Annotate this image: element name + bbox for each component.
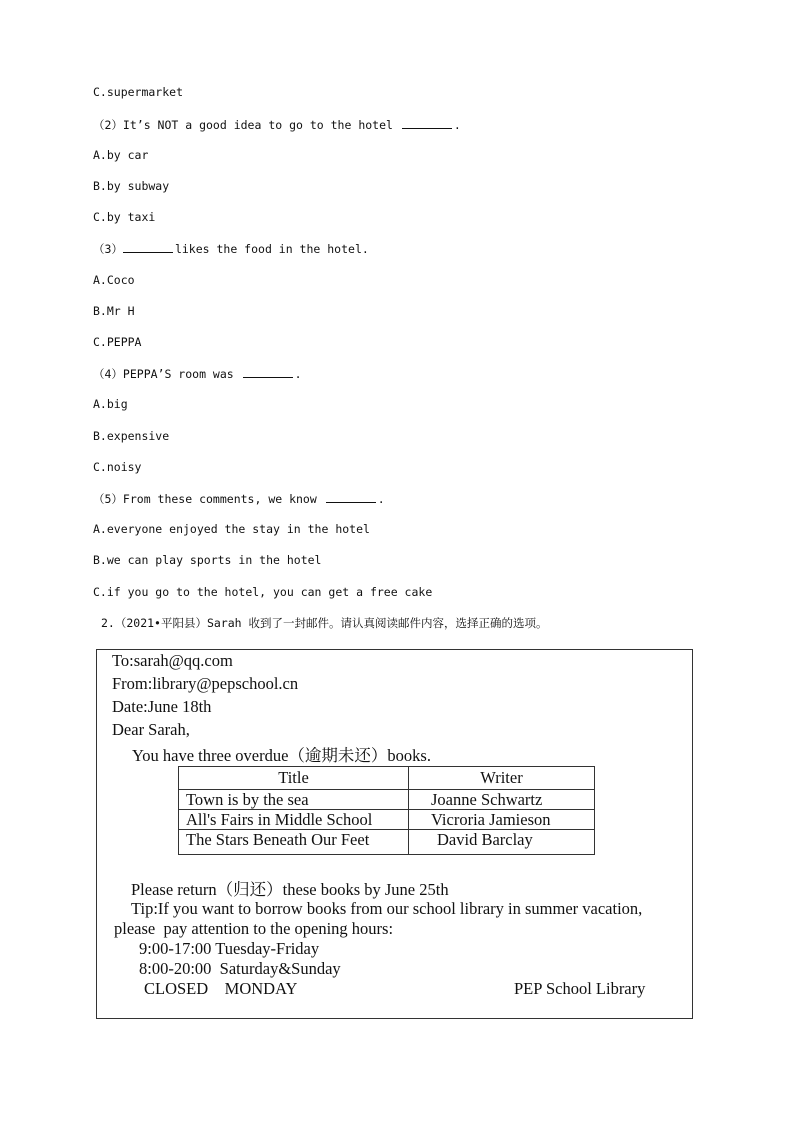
q3-answer-blank [123, 241, 173, 253]
q5-prefix: （5）From these comments, we know [93, 492, 324, 506]
q3-option-a: A.Coco [93, 273, 135, 287]
column-header-writer: Writer [409, 767, 595, 790]
q5-answer-blank [326, 491, 376, 503]
email-tip-line-1: Tip:If you want to borrow books from our school library in summer vacation, [131, 899, 643, 918]
email-return-note: Please return（归还）these books by June 25th [131, 880, 449, 899]
email-closed-day: CLOSED MONDAY [144, 979, 298, 998]
email-signature: PEP School Library [514, 979, 646, 998]
question-2-heading: 2.（2021•平阳县）Sarah 收到了一封邮件。请认真阅读邮件内容，选择正确的选项。 [101, 616, 548, 630]
table-header-row [179, 767, 595, 790]
table-row [179, 830, 595, 855]
email-overdue-line: You have three overdue（逾期未还）books. [132, 746, 431, 765]
q2-answer-blank [402, 117, 452, 129]
book-title: All's Fairs in Middle School [179, 810, 409, 830]
q2-prefix: （2）It’s NOT a good idea to go to the hotel [93, 118, 400, 132]
book-title: The Stars Beneath Our Feet [179, 830, 409, 855]
column-header-title: Title [179, 767, 409, 790]
email-hours-weekday: 9:00-17:00 Tuesday-Friday [139, 939, 320, 958]
q4-answer-blank [243, 366, 293, 378]
table-row [179, 810, 595, 830]
book-writer: David Barclay [409, 830, 595, 855]
question-2 [93, 117, 461, 133]
email-greeting: Dear Sarah, [112, 720, 190, 739]
email-to: To:sarah@qq.com [112, 651, 233, 670]
q5-option-a: A.everyone enjoyed the stay in the hotel [93, 522, 370, 536]
q1-option-c: C.supermarket [93, 85, 184, 99]
q4-option-c: C.noisy [93, 460, 142, 474]
email-tip-line-2: please pay attention to the opening hours: [114, 919, 394, 938]
q4-option-a: A.big [93, 397, 128, 411]
book-writer: Joanne Schwartz [409, 790, 595, 810]
q3-option-c: C.PEPPA [93, 335, 142, 349]
q2-suffix: . [453, 118, 461, 132]
book-title: Town is by the sea [179, 790, 409, 810]
question-5 [93, 491, 385, 507]
question-4 [93, 366, 302, 382]
book-writer: Vicroria Jamieson [409, 810, 595, 830]
q2-option-b: B.by subway [93, 179, 170, 193]
email-hours-weekend: 8:00-20:00 Saturday&Sunday [139, 959, 341, 978]
email-date: Date:June 18th [112, 697, 212, 716]
q4-prefix: （4）PEPPA’S room was [93, 367, 241, 381]
q3-prefix: （3） [93, 242, 123, 256]
q3-option-b: B.Mr H [93, 304, 135, 318]
email-from: From:library@pepschool.cn [112, 674, 299, 693]
q4-option-b: B.expensive [93, 429, 170, 443]
q2-option-c: C.by taxi [93, 210, 156, 224]
q5-option-c: C.if you go to the hotel, you can get a free cake [93, 585, 433, 599]
q5-option-b: B.we can play sports in the hotel [93, 553, 322, 567]
q3-suffix: likes the food in the hotel. [174, 242, 369, 256]
q5-suffix: . [377, 492, 385, 506]
table-row [179, 790, 595, 810]
q2-option-a: A.by car [93, 148, 149, 162]
overdue-books-table [178, 766, 595, 855]
question-3 [93, 241, 369, 257]
q4-suffix: . [294, 367, 302, 381]
